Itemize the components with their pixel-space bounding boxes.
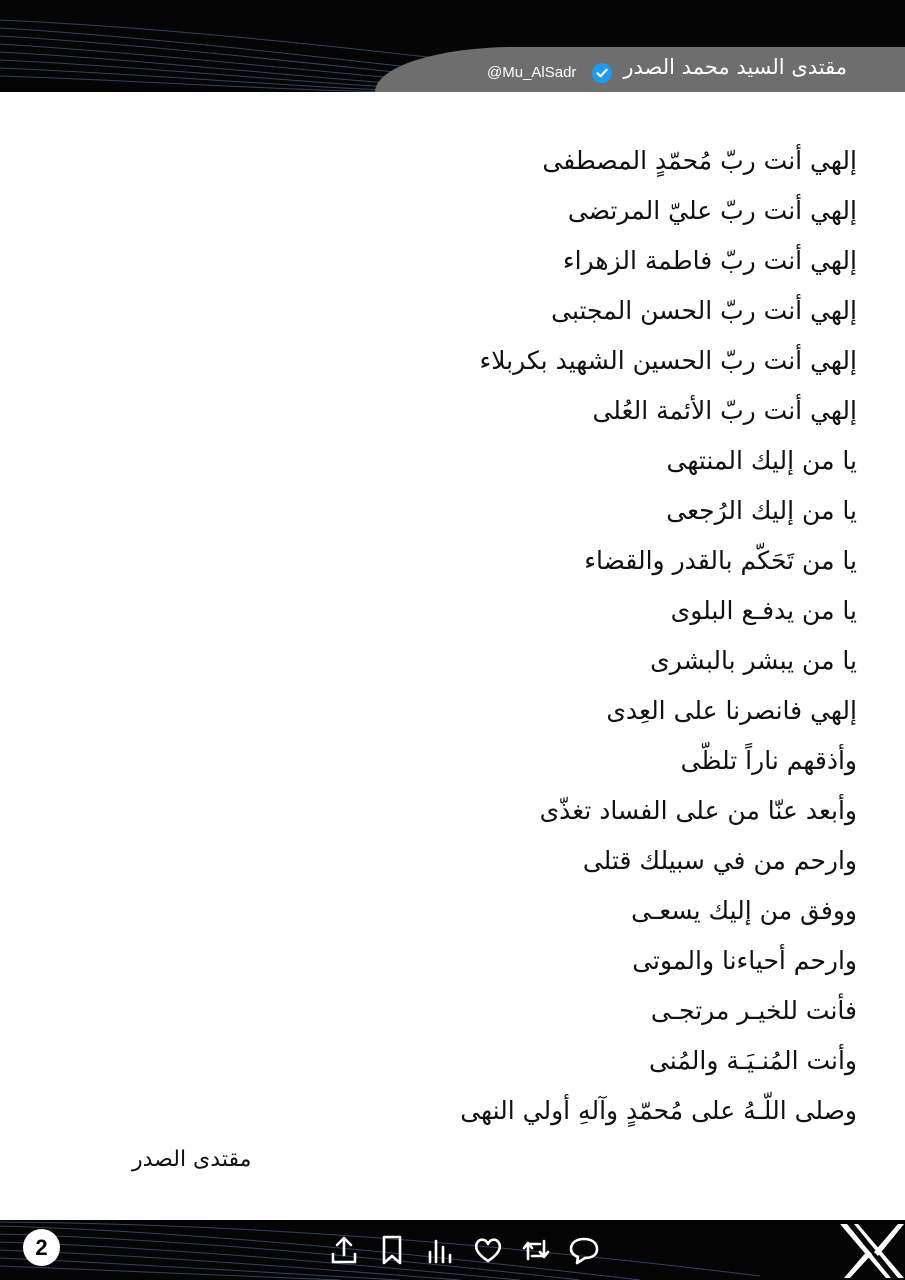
poem-line: يا من إليك المنتهى	[666, 446, 857, 475]
poem-line: وارحم أحياءنا والموتى	[632, 946, 857, 975]
reply-icon[interactable]	[568, 1233, 600, 1267]
poem-line: يا من تَحَكّم بالقدر والقضاء	[584, 546, 857, 575]
poem-line: إلهي فانصرنا على العِدى	[606, 696, 857, 725]
poem-line: وارحم من في سبيلك قتلى	[582, 846, 857, 875]
poem-line: إلهي أنت ربّ مُحمّدٍ المصطفى	[542, 146, 857, 175]
x-logo-icon	[838, 1222, 905, 1280]
poem-line: وأبعد عنّا من على الفساد تغذّى	[539, 796, 857, 825]
views-icon[interactable]	[424, 1233, 456, 1267]
poem-line: وأذقهم ناراً تلظّى	[680, 746, 857, 775]
retweet-icon[interactable]	[520, 1233, 552, 1267]
poem-line: يا من يدفـع البلوى	[670, 596, 857, 625]
poem-line: إلهي أنت ربّ فاطمة الزهراء	[562, 246, 857, 275]
like-icon[interactable]	[472, 1233, 504, 1267]
verified-badge-icon	[591, 62, 613, 84]
poem-line: يا من يبشر بالبشرى	[650, 646, 857, 675]
share-icon[interactable]	[328, 1233, 360, 1267]
poem-line: وأنت المُنـيَـة والمُنى	[648, 1046, 857, 1075]
poem-line: يا من إليك الرُجعى	[666, 496, 857, 525]
poem-line: وصلى اللّـهُ على مُحمّدٍ وآلهِ أولي النهى	[460, 1096, 857, 1125]
author-name[interactable]: مقتدى السيد محمد الصدر	[623, 55, 847, 79]
poem-line: ووفق من إليك يسعـى	[631, 896, 857, 925]
poem-line: إلهي أنت ربّ عليّ المرتضى	[567, 196, 857, 225]
page-number-badge: 2	[23, 1229, 60, 1266]
poem-line: إلهي أنت ربّ الحسن المجتبى	[551, 296, 857, 325]
poem-line: فأنت للخيـر مرتجـى	[650, 996, 857, 1025]
post-actions	[328, 1233, 600, 1267]
poem-line: إلهي أنت ربّ الحسين الشهيد بكربلاء	[479, 346, 857, 375]
poem-line: إلهي أنت ربّ الأئمة العُلى	[592, 396, 857, 425]
signature: مقتدى الصدر	[132, 1147, 252, 1172]
post-text	[37, 136, 857, 1136]
bookmark-icon[interactable]	[376, 1233, 408, 1267]
author-handle[interactable]: @Mu_AlSadr	[487, 64, 577, 81]
